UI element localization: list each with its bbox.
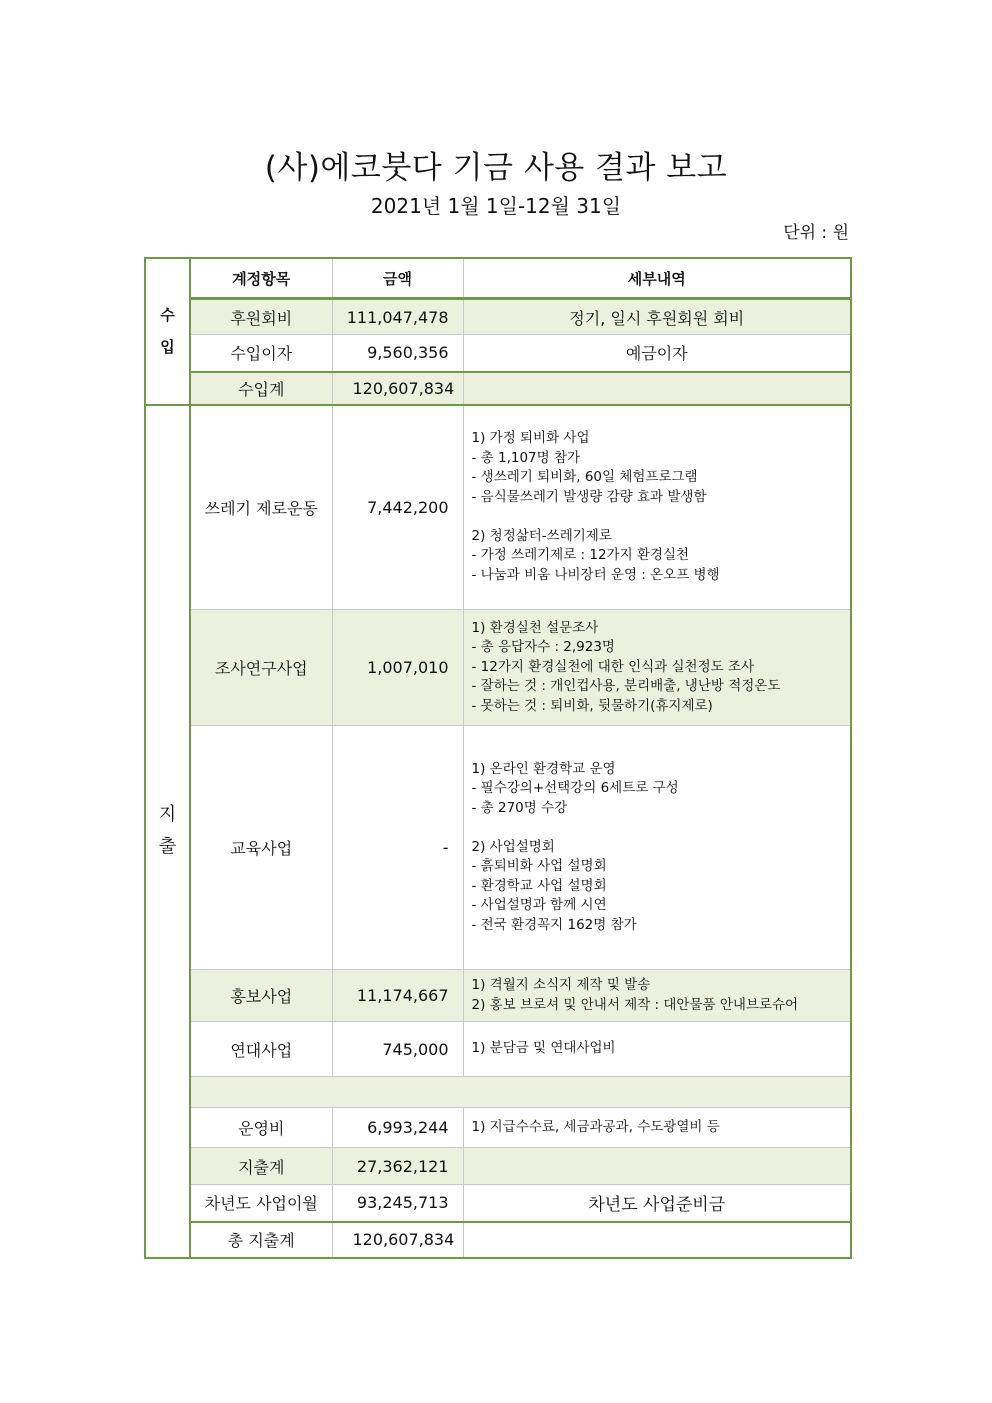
amount-cell: 93,245,713: [332, 1185, 463, 1222]
detail-cell: [463, 1148, 851, 1185]
expense-total-row: [145, 1222, 851, 1258]
fund-report-table: [144, 257, 852, 1259]
amount-cell: 1,007,010: [332, 610, 463, 726]
table-row: [145, 335, 851, 372]
detail-cell: 예금이자: [463, 335, 851, 372]
header-item: 계정항목: [190, 258, 332, 299]
amount-cell: 120,607,834: [332, 1222, 463, 1258]
document-title: (사)에코붓다 기금 사용 결과 보고: [264, 150, 728, 186]
detail-cell: 1) 환경실천 설문조사 - 총 응답자수 : 2,923명 - 12가지 환경실천에 대한 인식과 실천정도 조사 - 잘하는 것 : 개인컵사용, 분리배출, 냉난방 적정온도 - 못하는 것 : 퇴비화, 뒷물하기(휴지제로): [463, 610, 851, 726]
detail-cell: [463, 1222, 851, 1258]
expense-subtotal-row: [145, 1148, 851, 1185]
empty-cell: [190, 1077, 851, 1108]
table-row: [145, 299, 851, 335]
table-row: [145, 1108, 851, 1148]
table-header-row: [145, 258, 851, 299]
amount-cell: 6,993,244: [332, 1108, 463, 1148]
item-cell: 홍보사업: [190, 970, 332, 1022]
item-cell: 운영비: [190, 1108, 332, 1148]
table-row: [145, 610, 851, 726]
item-cell: 수입이자: [190, 335, 332, 372]
amount-cell: 745,000: [332, 1022, 463, 1077]
amount-cell: 9,560,356: [332, 335, 463, 372]
item-cell: 쓰레기 제로운동: [190, 405, 332, 610]
table-row: [145, 970, 851, 1022]
income-total-row: [145, 372, 851, 405]
unit-label: 단위 : 원: [783, 223, 849, 243]
detail-cell: [463, 372, 851, 405]
item-cell: 조사연구사업: [190, 610, 332, 726]
detail-cell: 차년도 사업준비금: [463, 1185, 851, 1222]
detail-cell: 정기, 일시 후원회원 회비: [463, 299, 851, 335]
empty-spacer-row: [145, 1077, 851, 1108]
table-row: [145, 405, 851, 610]
item-cell: 지출계: [190, 1148, 332, 1185]
income-section-label: 수 입: [145, 258, 190, 405]
table-row: [145, 1022, 851, 1077]
amount-cell: 120,607,834: [332, 372, 463, 405]
detail-cell: 1) 지급수수료, 세금과공과, 수도광열비 등: [463, 1108, 851, 1148]
table-row: [145, 726, 851, 970]
header-detail: 세부내역: [463, 258, 851, 299]
report-period: 2021년 1월 1일-12월 31일: [370, 194, 622, 218]
header-amount: 금액: [332, 258, 463, 299]
amount-cell: 111,047,478: [332, 299, 463, 335]
item-cell: 차년도 사업이월: [190, 1185, 332, 1222]
item-cell: 후원회비: [190, 299, 332, 335]
amount-cell: -: [332, 726, 463, 970]
amount-cell: 11,174,667: [332, 970, 463, 1022]
detail-cell: 1) 분담금 및 연대사업비: [463, 1022, 851, 1077]
amount-cell: 7,442,200: [332, 405, 463, 610]
carryover-row: [145, 1185, 851, 1222]
detail-cell: 1) 온라인 환경학교 운영 - 필수강의+선택강의 6세트로 구성 - 총 270명 수강 2) 사업설명회 - 흙퇴비화 사업 설명회 - 환경학교 사업 설명회 - 사업설명과 함께 시연 - 전국 환경꼭지 162명 참가: [463, 726, 851, 970]
expense-section-label: 지 출: [145, 405, 190, 1258]
item-cell: 수입계: [190, 372, 332, 405]
detail-cell: 1) 가정 퇴비화 사업 - 총 1,107명 참가 - 생쓰레기 퇴비화, 60일 체험프로그램 - 음식물쓰레기 발생량 감량 효과 발생함 2) 청정삶터-쓰레기제로 - 가정 쓰레기제로 : 12가지 환경실천 - 나눔과 비움 나비장터 운영 : 온오프 병행: [463, 405, 851, 610]
item-cell: 총 지출계: [190, 1222, 332, 1258]
amount-cell: 27,362,121: [332, 1148, 463, 1185]
item-cell: 교육사업: [190, 726, 332, 970]
detail-cell: 1) 격월지 소식지 제작 및 발송 2) 홍보 브로셔 및 안내서 제작 : 대안물품 안내브로슈어: [463, 970, 851, 1022]
item-cell: 연대사업: [190, 1022, 332, 1077]
